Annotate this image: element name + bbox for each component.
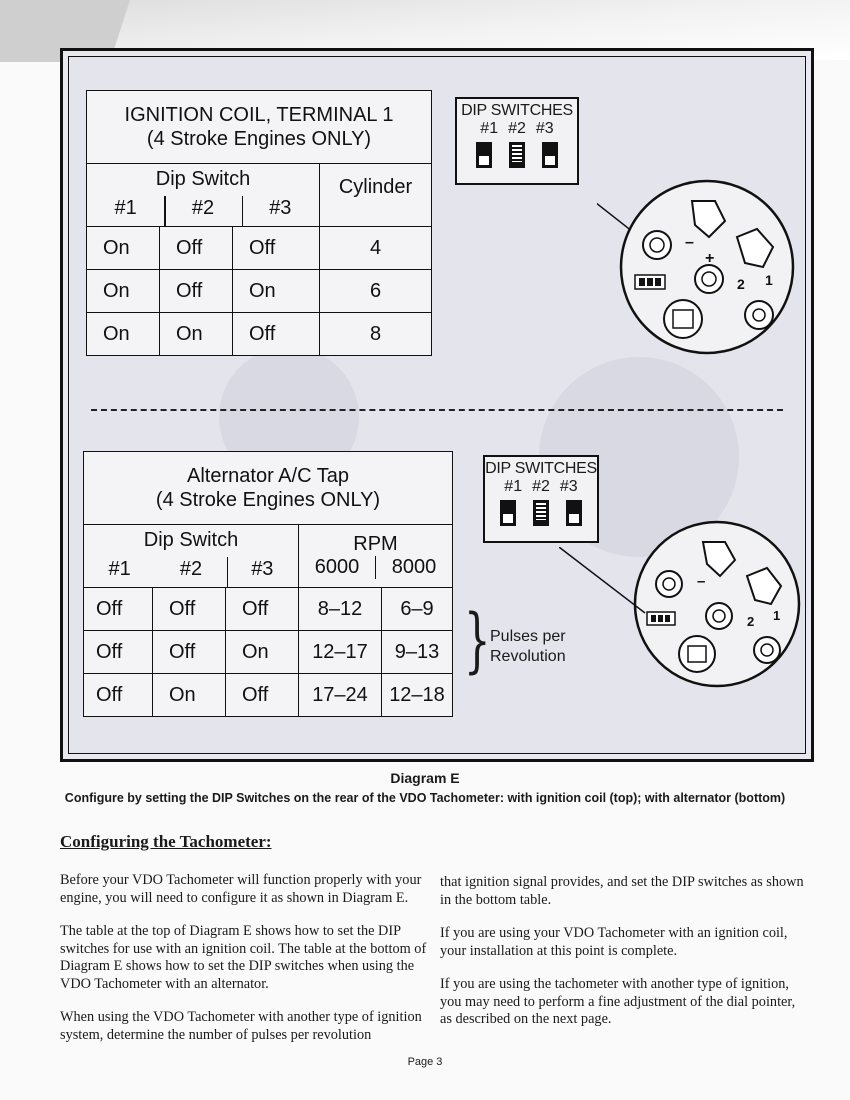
- dashed-divider: [91, 409, 783, 411]
- cell-switch-1: On: [87, 227, 160, 270]
- ignition-title-line1: IGNITION COIL, TERMINAL 1: [124, 104, 394, 126]
- diagram-e-frame: [60, 48, 814, 762]
- cell-switch-1: Off: [84, 674, 153, 717]
- pulses-label-line2: Revolution: [490, 648, 566, 665]
- cell-switch-2: Off: [153, 588, 226, 631]
- dip-switch-label: Dip Switch: [155, 168, 251, 190]
- dip-box-title: DIP SWITCHES: [485, 460, 597, 477]
- cell-switch-3: Off: [226, 588, 299, 631]
- cell-rpm-6000: 8–12: [299, 588, 382, 631]
- page-number: Page 3: [407, 1056, 443, 1068]
- paragraph: If you are using the tachometer with another type of ignition, you may need to perform a fine adjustment of the dial pointer, as described on the next page.: [440, 976, 796, 1027]
- rpm-6000-label: 6000: [314, 556, 360, 578]
- section-title: Configuring the Tachometer:: [60, 832, 272, 851]
- dip-num-1: #1: [504, 478, 523, 495]
- dip-box-title: DIP SWITCHES: [461, 102, 573, 119]
- pulses-label-line1: Pulses per: [490, 628, 566, 645]
- cell-switch-2: Off: [153, 631, 226, 674]
- dip-switch-2-icon: [509, 142, 525, 168]
- brace-icon: }: [463, 599, 491, 681]
- cell-switch-3: On: [226, 631, 299, 674]
- left-text-column: [60, 872, 430, 1060]
- dip-switch-header: [87, 164, 320, 227]
- cell-rpm-8000: 6–9: [382, 588, 453, 631]
- col-1-label: #1: [114, 197, 137, 219]
- ignition-table-title: [87, 91, 432, 164]
- minus-label: –: [697, 573, 706, 590]
- dip-num-2: #2: [508, 120, 526, 137]
- col-2-label: #2: [179, 558, 203, 580]
- cell-rpm-8000: 9–13: [382, 631, 453, 674]
- right-text-column: [440, 874, 810, 1045]
- plus-label: +: [705, 250, 715, 267]
- terminal-2-label: 2: [747, 614, 755, 629]
- table-row: [84, 588, 453, 631]
- paragraph: When using the VDO Tachometer with another type of ignition system, determine the number of pulses per revolution: [60, 1009, 422, 1043]
- cell-switch-3: Off: [233, 227, 320, 270]
- cell-rpm-8000: 12–18: [382, 674, 453, 717]
- cell-switch-2: Off: [160, 227, 233, 270]
- alternator-title-line2: (4 Stroke Engines ONLY): [155, 489, 381, 511]
- table-row: [87, 227, 432, 270]
- dip-switch-box-top: [455, 97, 579, 185]
- paragraph: The table at the top of Diagram E shows how to set the DIP switches for use with an ignition coil. The table at the bottom of Diagram E shows how to set the DIP switches when using the VDO Tachometer with an alternator.: [60, 923, 427, 992]
- table-row: [84, 674, 453, 717]
- table-row: [87, 270, 432, 313]
- diagram-caption-title: Diagram E: [390, 770, 460, 786]
- divider: [227, 557, 229, 587]
- ignition-coil-table: [86, 90, 432, 356]
- paragraph: If you are using your VDO Tachometer with an ignition coil, your installation at this point is complete.: [440, 925, 788, 959]
- col-2-label: #2: [191, 197, 215, 219]
- alternator-title-line1: Alternator A/C Tap: [187, 465, 349, 487]
- paragraph: that ignition signal provides, and set the DIP switches as shown in the bottom table.: [440, 874, 804, 908]
- divider: [164, 196, 166, 226]
- table-row: [87, 313, 432, 356]
- col-3-label: #3: [269, 197, 292, 219]
- cell-switch-1: On: [87, 270, 160, 313]
- pulses-per-revolution-label: [490, 627, 566, 667]
- dip-switch-1-icon: [500, 500, 516, 526]
- cell-switch-2: On: [153, 674, 226, 717]
- cylinder-header: Cylinder: [320, 164, 432, 227]
- rpm-label: RPM: [353, 533, 398, 555]
- cell-cylinder: 8: [320, 313, 432, 356]
- rpm-8000-label: 8000: [375, 556, 452, 579]
- cell-switch-3: Off: [226, 674, 299, 717]
- col-1-label: #1: [108, 558, 131, 580]
- cell-rpm-6000: 12–17: [299, 631, 382, 674]
- cell-cylinder: 4: [320, 227, 432, 270]
- dip-num-3: #3: [535, 120, 554, 137]
- table-row: [84, 631, 453, 674]
- dip-switch-3-icon: [542, 142, 558, 168]
- dip-switch-box-bottom: [483, 455, 599, 543]
- terminal-1-label: 1: [765, 272, 773, 288]
- diagram-e-panel: [68, 56, 806, 754]
- dip-switch-label: Dip Switch: [143, 529, 239, 551]
- col-3-label: #3: [251, 558, 274, 580]
- paragraph: Before your VDO Tachometer will function properly with your engine, you will need to configure it as shown in Diagram E.: [60, 872, 422, 906]
- dip-switch-3-icon: [566, 500, 582, 526]
- cell-switch-1: On: [87, 313, 160, 356]
- cell-cylinder: 6: [320, 270, 432, 313]
- tachometer-rear-connector-icon: [597, 167, 807, 357]
- diagram-caption-subtitle: Configure by setting the DIP Switches on the rear of the VDO Tachometer: with ignition coil (top); with alternator (bottom): [64, 791, 786, 805]
- dip-switch-2-icon: [533, 500, 549, 526]
- divider: [242, 196, 244, 226]
- cell-rpm-6000: 17–24: [299, 674, 382, 717]
- terminal-1-label: 1: [773, 608, 781, 623]
- cell-switch-2: Off: [160, 270, 233, 313]
- alternator-table-title: [84, 452, 453, 525]
- terminal-2-label: 2: [737, 276, 745, 292]
- dip-num-1: #1: [480, 120, 499, 137]
- cell-switch-3: On: [233, 270, 320, 313]
- cell-switch-1: Off: [84, 631, 153, 674]
- minus-label: –: [685, 234, 694, 251]
- dip-num-3: #3: [559, 478, 578, 495]
- cell-switch-3: Off: [233, 313, 320, 356]
- pointer-arrow-icon: [559, 547, 649, 617]
- rpm-header: [299, 525, 453, 588]
- ignition-title-line2: (4 Stroke Engines ONLY): [146, 128, 372, 150]
- dip-switch-1-icon: [476, 142, 492, 168]
- alternator-table: [83, 451, 453, 717]
- cell-switch-2: On: [160, 313, 233, 356]
- dip-switch-header: [84, 525, 299, 588]
- dip-num-2: #2: [532, 478, 550, 495]
- cell-switch-1: Off: [84, 588, 153, 631]
